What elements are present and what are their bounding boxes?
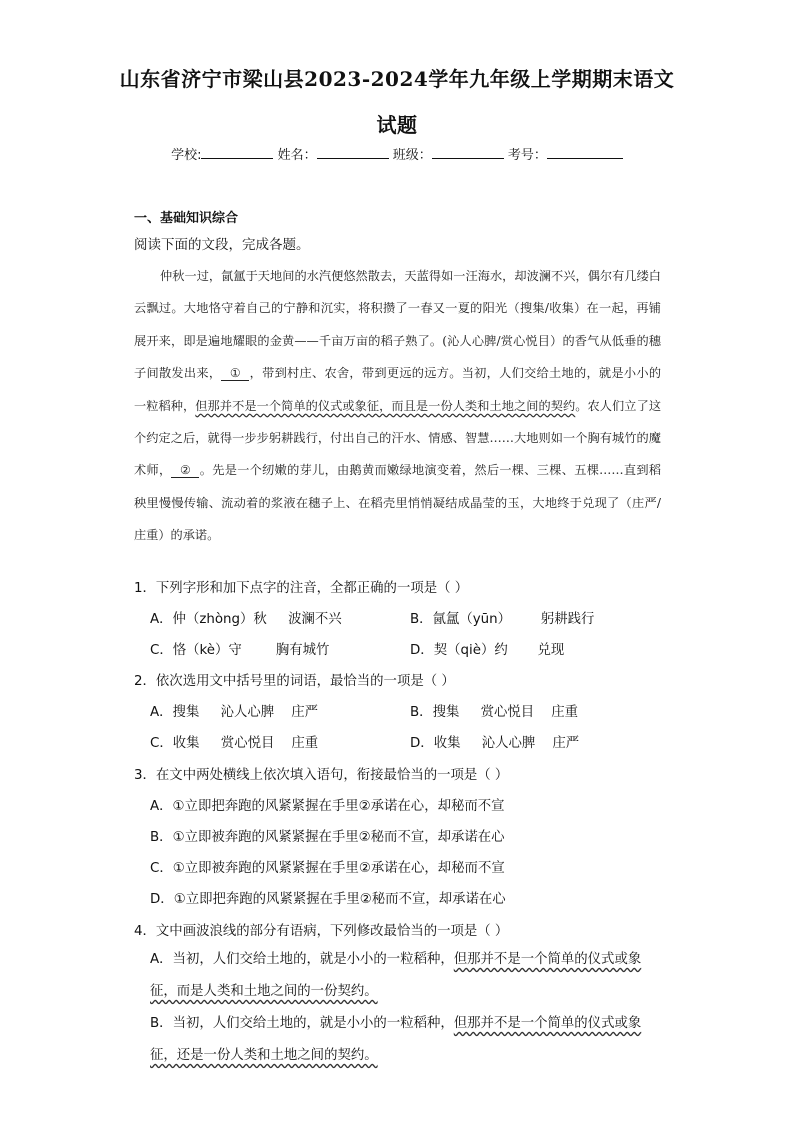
question-4-option-a-text: A．当初，人们交给土地的，就是小小的一粒稻种， xyxy=(150,952,454,967)
exam-number-label: 考号： xyxy=(507,148,547,163)
student-info-line xyxy=(0,144,794,163)
reading-instruction: 阅读下面的文段，完成各题。 xyxy=(134,237,310,253)
question-4-option-b-revision: 但那并不是一个简单的仪式或象征，还是一份人类和土地之间的契约。 xyxy=(150,1016,642,1063)
question-3-option-d[interactable]: D．①立即把奔跑的风紧紧握在手里②秘而不宣，却承诺在心 xyxy=(150,892,506,907)
question-2-option-a[interactable]: A．搜集 沁人心脾 庄严 xyxy=(150,705,318,720)
reading-passage xyxy=(134,260,661,552)
exam-title-line1: 山东省济宁市梁山县2023-2024学年九年级上学期期末语文 xyxy=(119,67,675,91)
school-label: 学校: xyxy=(171,148,202,163)
question-2-option-c[interactable]: C．收集 赏心悦目 庄重 xyxy=(150,736,319,751)
passage-part-4: 。先是一个纫嫩的芽儿，由鹅黄而嫩绿地演变着，然后一棵、三棵、五棵……直到稻秧里慢慢传输、流动着的浆液在穗子上、在稻壳里悄悄凝结成晶莹的玉，大地终于兑现了（庄严/庄重）的承诺。 xyxy=(134,463,662,543)
question-4-option-a-revision: 但那并不是一个简单的仪式或象征，而是人类和土地之间的一份契约。 xyxy=(150,952,642,999)
question-1-stem: 1．下列字形和加下点字的注音，全都正确的一项是（ ） xyxy=(134,581,469,596)
question-1-option-b[interactable]: B．氤氲（yūn） 躬耕践行 xyxy=(410,612,595,627)
blank-1: ① xyxy=(221,366,249,381)
question-1-option-d[interactable]: D．契（qiè）约 兑现 xyxy=(410,643,565,658)
exam-number-blank[interactable] xyxy=(547,144,623,159)
passage-part-3: 。农人们立了这个约定之后，就得一步步躬耕践行，付出自己的汗水、情感、智慧……大地则如一个胸有城竹的魔术师， xyxy=(134,398,662,478)
class-blank[interactable] xyxy=(432,144,504,159)
blank-2: ② xyxy=(171,463,199,478)
question-4-option-b-text: B．当初，人们交给土地的，就是小小的一粒稻种， xyxy=(150,1016,454,1031)
question-1-option-c[interactable]: C．恪（kè）守 胸有城竹 xyxy=(150,643,330,658)
question-3-option-b[interactable]: B．①立即被奔跑的风紧紧握在手里②秘而不宣，却承诺在心 xyxy=(150,830,505,845)
question-1-option-a[interactable]: A．仲（zhòng）秋 波澜不兴 xyxy=(150,612,342,627)
name-blank[interactable] xyxy=(317,144,389,159)
question-4-option-a[interactable] xyxy=(150,944,662,1008)
question-4-option-b[interactable] xyxy=(150,1008,662,1072)
school-blank[interactable] xyxy=(201,144,273,159)
exam-title-line2: 试题 xyxy=(376,113,418,137)
question-4-stem: 4．文中画波浪线的部分有语病，下列修改最恰当的一项是（ ） xyxy=(134,924,509,939)
passage-part-1: 仲秋一过，氤氲于天地间的水汽便悠然散去，天蓝得如一汪海水，却波澜不兴，偶尔有几缕白云飘过。大地恪守着自己的宁静和沉实，将积攒了一春又一夏的阳光（搜集/收集）在一起，再铺展开来，即是遍地耀眼的金黄——千亩万亩的稻子熟了。(沁人心脾/赏心悦目）的香气从低垂的穗子间散发出来， xyxy=(134,269,661,381)
passage-part-2: ，带到村庄、农舍，带到更远的远方。当初，人们交给土地的，就是小小的一粒稻种， xyxy=(134,366,662,413)
question-3-stem: 3．在文中两处横线上依次填入语句，衔接最恰当的一项是（ ） xyxy=(134,768,509,783)
wavy-underlined-sentence: 但那并不是一个简单的仪式或象征，而且是一份人类和土地之间的契约 xyxy=(195,398,576,413)
class-label: 班级： xyxy=(392,148,432,163)
question-3-option-a[interactable]: A．①立即把奔跑的风紧紧握在手里②承诺在心，却秘而不宣 xyxy=(150,799,505,814)
question-3-option-c[interactable]: C．①立即被奔跑的风紧紧握在手里②承诺在心，却秘而不宣 xyxy=(150,861,505,876)
question-2-option-b[interactable]: B．搜集 赏心悦目 庄重 xyxy=(410,705,579,720)
section-heading: 一、基础知识综合 xyxy=(134,211,239,226)
question-2-stem: 2．依次选用文中括号里的词语，最恰当的一项是（ ） xyxy=(134,674,455,689)
question-2-option-d[interactable]: D．收集 沁人心脾 庄严 xyxy=(410,736,580,751)
name-label: 姓名： xyxy=(277,148,317,163)
